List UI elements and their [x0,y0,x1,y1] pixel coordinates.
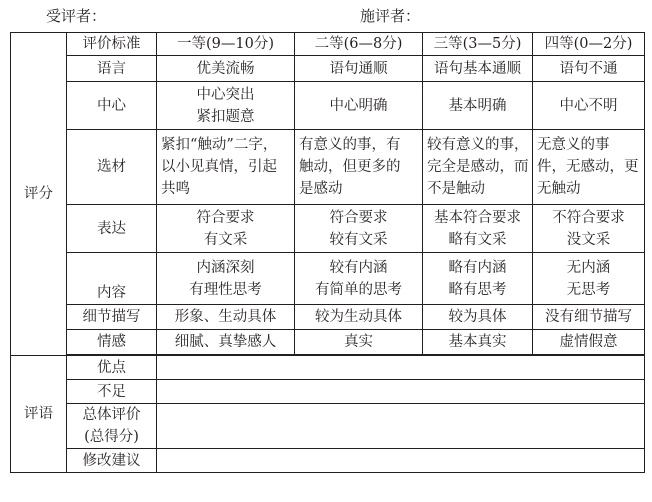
material-third-line1: 较有意义的事， [427,137,529,153]
material-fourth-line1: 无意义的事 [537,137,610,153]
content-second [295,253,423,305]
material-fourth-line2: 件，无感动，更 [537,159,639,175]
row-label-expression: 表达 [67,205,157,253]
reviewee-label: 受评者： [46,7,107,25]
table-row [11,253,645,305]
center-first-line2: 紧扣题意 [196,108,255,125]
material-first-line1: 紧扣“触动”二字， [161,137,278,153]
col-header-criteria: 评价标准 [67,33,157,56]
content-fourth [533,253,645,305]
expression-second [295,205,423,253]
content-second-line1: 较有内涵 [329,259,388,276]
expression-fourth-line2: 没文采 [566,231,611,248]
material-first-line3: 共鸣 [161,181,190,197]
comment-label-suggestions: 修改建议 [67,449,157,473]
expression-third-line1: 基本符合要求 [434,209,521,226]
content-third-line2: 略有思考 [448,281,507,298]
col-header-fourth: 四等(0—2分) [533,33,645,56]
content-second-line2: 有简单的思考 [315,281,402,298]
expression-first-line1: 符合要求 [196,209,255,226]
center-first-line1: 中心突出 [196,86,255,103]
emotion-first: 细腻、真挚感人 [157,330,295,355]
center-fourth: 中心不明 [533,82,645,130]
row-label-content: 内容 [67,253,157,305]
row-label-language: 语言 [67,56,157,82]
material-fourth-line3: 无触动 [537,181,581,197]
detail-fourth: 没有细节描写 [533,305,645,330]
comment-field-suggestions[interactable] [157,449,645,473]
comment-label-overall-line2: (总得分) [84,429,139,445]
comment-field-overall[interactable] [157,404,645,449]
center-second: 中心明确 [295,82,423,130]
content-first [157,253,295,305]
emotion-second: 真实 [295,330,423,355]
group-label-scoring: 评分 [11,33,67,356]
evaluation-table [10,32,645,473]
emotion-third: 基本真实 [423,330,533,355]
group-label-comments: 评语 [11,356,67,473]
language-first: 优美流畅 [157,56,295,82]
content-first-line2: 有理性思考 [189,281,262,298]
detail-third: 较为具体 [423,305,533,330]
material-third [423,130,533,205]
table-row [11,205,645,253]
table-row [11,356,645,380]
expression-third-line2: 略有文采 [448,231,507,248]
material-second-line1: 有意义的事，有 [299,137,401,153]
content-fourth-line1: 无内涵 [566,259,611,276]
material-first-line2: 以小见真情，引起 [161,159,277,175]
content-third [423,253,533,305]
table-row [11,380,645,404]
table-row [11,404,645,449]
material-third-line3: 不是触动 [427,181,485,197]
reviewer-label: 施评者： [360,7,421,25]
center-first [157,82,295,130]
language-second: 语句通顺 [295,56,423,82]
comment-field-weaknesses[interactable] [157,380,645,404]
comment-label-overall-line1: 总体评价 [82,407,141,423]
table-row [11,56,645,82]
content-first-line1: 内涵深刻 [196,259,255,276]
expression-first [157,205,295,253]
row-label-detail: 细节描写 [67,305,157,330]
expression-second-line1: 符合要求 [329,209,388,226]
expression-second-line2: 较有文采 [329,231,388,248]
content-third-line1: 略有内涵 [448,259,507,276]
detail-second: 较为生动具体 [295,305,423,330]
material-first [157,130,295,205]
comment-label-overall [67,404,157,449]
expression-fourth-line1: 不符合要求 [552,209,625,226]
expression-fourth [533,205,645,253]
emotion-fourth: 虚情假意 [533,330,645,355]
comment-label-weaknesses: 不足 [67,380,157,404]
expression-first-line2: 有文采 [203,231,248,248]
table-row [11,330,645,355]
row-label-material: 选材 [67,130,157,205]
material-third-line2: 完全是感动，而 [427,159,529,175]
row-label-center: 中心 [67,82,157,130]
material-fourth [533,130,645,205]
table-row [11,449,645,473]
detail-first: 形象、生动具体 [157,305,295,330]
table-row [11,82,645,130]
material-second-line2: 触动，但更多的 [299,159,401,175]
language-fourth: 语句不通 [533,56,645,82]
comment-label-strengths: 优点 [67,356,157,380]
row-label-emotion: 情感 [67,330,157,355]
expression-third [423,205,533,253]
table-row [11,130,645,205]
table-row [11,305,645,330]
table-row [11,33,645,56]
material-second-line3: 是感动 [299,181,343,197]
material-second [295,130,423,205]
comment-field-strengths[interactable] [157,356,645,380]
language-third: 语句基本通顺 [423,56,533,82]
content-fourth-line2: 无思考 [566,281,611,298]
col-header-third: 三等(3—5分) [423,33,533,56]
col-header-second: 二等(6—8分) [295,33,423,56]
col-header-first: 一等(9—10分) [157,33,295,56]
center-third: 基本明确 [423,82,533,130]
